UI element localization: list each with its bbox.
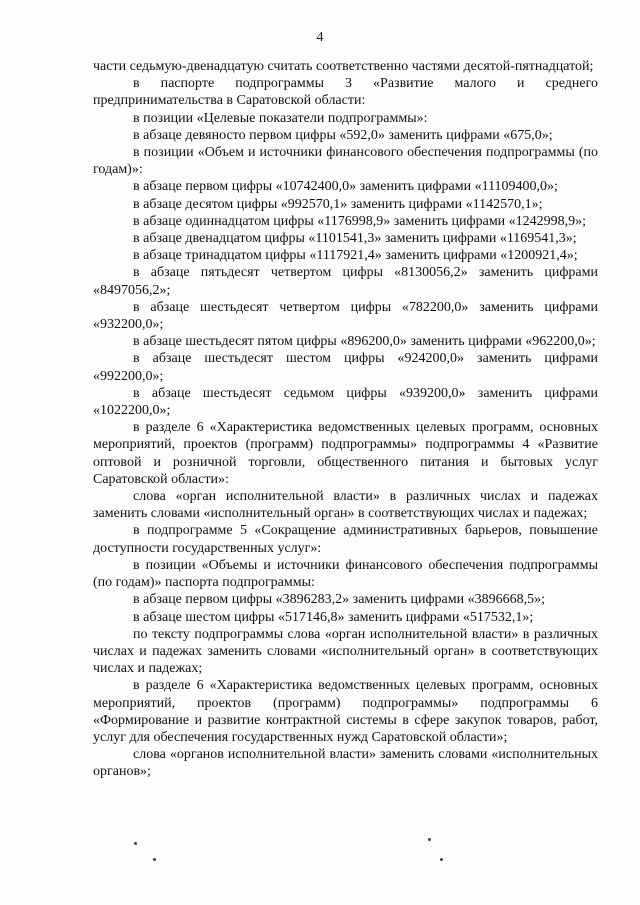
scan-speck xyxy=(440,858,443,861)
page-number: 4 xyxy=(316,30,324,45)
scan-speck xyxy=(153,858,156,861)
paragraph: в позиции «Объем и источники финансового обеспечения подпрограммы (по годам)»: xyxy=(93,145,598,178)
paragraph: в разделе 6 «Характеристика ведомственных целевых программ, основных мероприятий, проектов (программ) подпрограммы» подпрограммы 4 «Развитие оптовой и розничной торговли, общественного питания и бытовых услуг Саратовской области»: xyxy=(93,420,598,487)
paragraph: в абзаце первом цифры «10742400,0» заменить цифрами «11109400,0»; xyxy=(133,179,558,195)
paragraph: в абзаце десятом цифры «992570,1» заменить цифрами «1142570,1»; xyxy=(133,196,543,212)
paragraph: в абзаце шестьдесят шестом цифры «924200,0» заменить цифрами «992200,0»; xyxy=(93,351,598,384)
paragraph: в позиции «Целевые показатели подпрограммы»: xyxy=(133,110,428,126)
paragraph: в абзаце шестьдесят пятом цифры «896200,0» заменить цифрами «962200,0»; xyxy=(133,334,596,350)
paragraph: в абзаце шестьдесят седьмом цифры «939200,0» заменить цифрами «1022200,0»; xyxy=(93,385,598,419)
paragraph: части седьмую-двенадцатую считать соответственно частями десятой-пятнадцатой; xyxy=(93,59,594,74)
scan-speck xyxy=(134,842,137,845)
paragraph: в абзаце одиннадцатом цифры «1176998,9» заменить цифрами «1242998,9»; xyxy=(133,213,587,229)
paragraph: в разделе 6 «Характеристика ведомственных целевых программ, основных мероприятий, проектов (программ) подпрограммы» подпрограммы 6 «Формирование и развитие контрактной системы в сфере закупок товаров, работ, услуг для обеспечения государственных нужд Саратовской области»; xyxy=(93,678,598,745)
scan-speck xyxy=(428,838,431,841)
paragraph: по тексту подпрограммы слова «орган исполнительной власти» в различных числах и падежах заменить словами «исполнительный орган» в соответствующих числах и падежах; xyxy=(93,626,598,677)
paragraph: в абзаце шестом цифры «517146,8» заменить цифрами «517532,1»; xyxy=(133,609,534,625)
paragraph: слова «орган исполнительной власти» в различных числах и падежах заменить словами «исполнительный орган» в соответствующих числах и падежах; xyxy=(93,489,598,522)
paragraph: в абзаце тринадцатом цифры «1117921,4» заменить цифрами «1200921,4»; xyxy=(133,248,578,264)
paragraph: в абзаце шестьдесят четвертом цифры «782200,0» заменить цифрами «932200,0»; xyxy=(93,299,598,333)
paragraph: слова «органов исполнительной власти» заменить словами «исполнительных органов»; xyxy=(93,747,598,780)
paragraph: в подпрограмме 5 «Сокращение административных барьеров, повышение доступности государственных услуг»: xyxy=(93,523,598,556)
paragraph: в абзаце девяносто первом цифры «592,0» заменить цифрами «675,0»; xyxy=(133,127,553,143)
paragraph: в абзаце первом цифры «3896283,2» заменить цифрами «3896668,5»; xyxy=(133,592,545,608)
document-body xyxy=(93,58,598,781)
paragraph: в абзаце двенадцатом цифры «1101541,3» заменить цифрами «1169541,3»; xyxy=(133,231,577,247)
paragraph: в абзаце пятьдесят четвертом цифры «8130056,2» заменить цифрами «8497056,2»; xyxy=(93,265,598,298)
paragraph: в паспорте подпрограммы 3 «Развитие малого и среднего предпринимательства в Саратовской области: xyxy=(93,76,598,109)
paragraph: в позиции «Объемы и источники финансового обеспечения подпрограммы (по годам)» паспорта подпрограммы: xyxy=(93,557,598,591)
